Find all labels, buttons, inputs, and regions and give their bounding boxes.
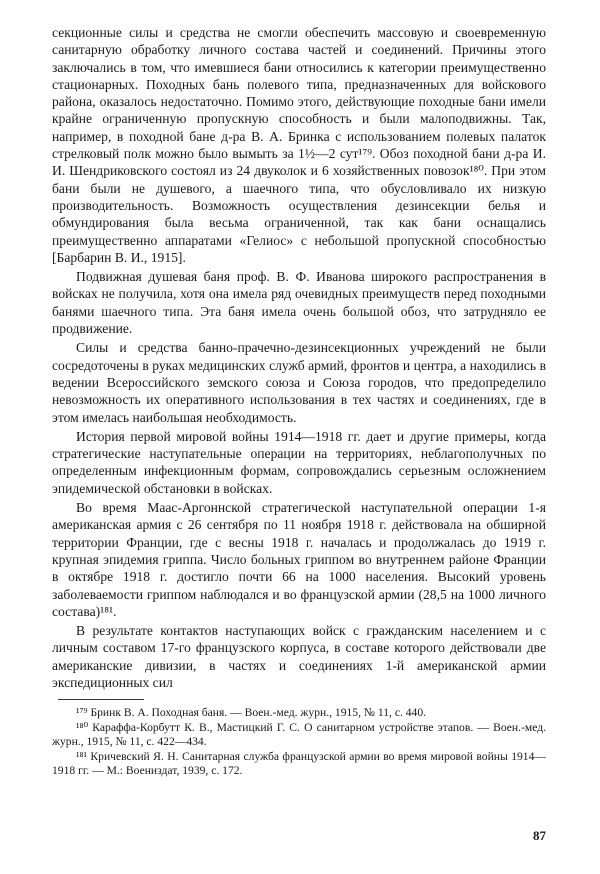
paragraph-2: Подвижная душевая баня проф. В. Ф. Иванова широкого распространения в войсках не получила, хотя она имела ряд очевидных преимуществ перед походными банями шаечного типа. Эта баня имела очень большой обоз, что затрудняло ее продвижение. — [52, 269, 546, 337]
footnote-180: ¹⁸⁰ Караффа-Корбутт К. В., Мастицкий Г. С. О санитарном устройстве этапов. — Воен.-мед. журн., 1915, № 11, с. 422—434. — [52, 720, 546, 749]
footnotes — [52, 706, 546, 778]
paragraph-4: История первой мировой войны 1914—1918 гг. дает и другие примеры, когда стратегические наступательные операции на территориях, неблагополучных по определенным инфекционным формам, сопровождались серьезным осложнением эпидемической обстановки в войсках. — [52, 428, 546, 496]
footnote-divider — [58, 699, 144, 700]
paragraph-6: В результате контактов наступающих войск с гражданским населением и с личным составом 17-го французского корпуса, в составе которого действовали две американские дивизии, в частях и соединениях 1-й американской армии экспедиционных сил — [52, 623, 546, 690]
paragraph-5: Во время Маас-Аргоннской стратегической наступательной операции 1-я американская армия с 26 сентября по 11 ноября 1918 г. действовала на обширной территории Франции, где с весны 1918 г. началась и продолжалась до 1919 г. крупная эпидемия гриппа. Число больных гриппом во внутреннем районе Франции в октябре 1918 г. достигло почти 66 на 1000 населения. Высокий уровень заболеваемости гриппом наблюдался и во французской армии (28,5 на 1000 личного состава)¹⁸¹. — [52, 500, 546, 619]
paragraph-1: секционные силы и средства не смогли обеспечить массовую и своевременную санитарную обработку личного состава частей и соединений. Причины этого заключались в том, что имевшиеся бани относились к категории преимущественно стационарных. Походных бань полевого типа, предназначенных для войскового района, оказалось недостаточно. Помимо этого, действующие походные бани имели крайне ограниченную пропускную способность и были малоподвижны. Так, например, в походной бане д-ра В. А. Бринка с использованием полевых палаток стрелковый полк можно было вымыть за 1½—2 сут¹⁷⁹. Обоз походной бани д-ра И. И. Шендриковского состоял из 24 двуколок и 6 хозяйственных повозок¹⁸⁰. При этом бани были не душевого, а шаечного типа, что обусловливало их низкую производительность. Возможность осуществления дезинсекции белья и обмундирования была весьма ограниченной, так как бани оснащались преимущественно аппаратами «Гелиос» с небольшой пропускной способностью [Барбарин В. И., 1915]. — [52, 25, 546, 265]
page-number: 87 — [533, 828, 546, 843]
paragraph-3: Силы и средства банно-прачечно-дезинсекционных учреждений не были сосредоточены в руках медицинских служб армий, фронтов и центра, а находились в ведении Всероссийского земского союза и Союза городов, что предопределило невозможность их оперативного использования в тех частях и соединениях, где в этом имелась наибольшая необходимость. — [52, 340, 546, 425]
footnote-181: ¹⁸¹ Кричевский Я. Н. Санитарная служба французской армии во время мировой войны 1914—1918 гг. — М.: Воениздат, 1939, с. 172. — [52, 749, 546, 777]
main-text — [52, 24, 546, 691]
footnote-179: ¹⁷⁹ Бринк В. А. Походная баня. — Воен.-мед. журн., 1915, № 11, с. 440. — [76, 706, 427, 720]
